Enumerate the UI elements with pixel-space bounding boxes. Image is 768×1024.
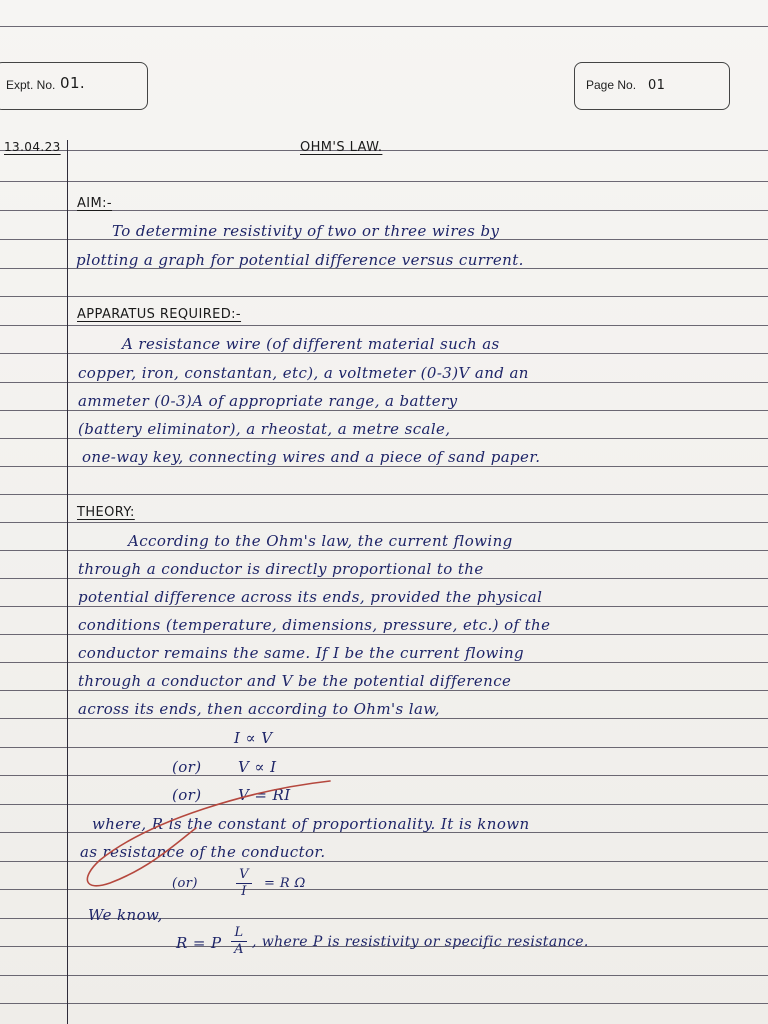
- apparatus-heading: APPARATUS REQUIRED:-: [77, 307, 242, 322]
- theory-heading: THEORY:: [77, 505, 135, 520]
- equation-v-prop-i: V ∝ I: [238, 758, 277, 776]
- fraction-denominator: A: [234, 942, 244, 957]
- date: 13.04.23: [4, 140, 61, 154]
- aim-line: To determine resistivity of two or three wires by: [112, 222, 500, 240]
- theory-where-line: where, R is the constant of proportionality. It is known: [92, 815, 530, 833]
- page-no-label: Page No.: [586, 78, 637, 92]
- equation-i-prop-v: I ∝ V: [234, 729, 273, 747]
- theory-line: potential difference across its ends, provided the physical: [78, 588, 543, 606]
- equation-rhs: = R Ω: [264, 876, 306, 891]
- expt-no-value: 01.: [60, 74, 86, 92]
- equation-resistivity-lhs: R = P: [176, 934, 222, 952]
- apparatus-line: one-way key, connecting wires and a piece of sand paper.: [82, 448, 541, 466]
- fraction-numerator: V: [239, 867, 249, 882]
- theory-line: across its ends, then according to Ohm's law,: [78, 700, 440, 718]
- we-know-line: We know,: [88, 906, 163, 924]
- apparatus-line: A resistance wire (of different material such as: [122, 335, 500, 353]
- apparatus-line: (battery eliminator), a rheostat, a metre scale,: [78, 420, 451, 438]
- theory-where-line: as resistance of the conductor.: [80, 843, 326, 861]
- equation-v-equals-ri: V = RI: [238, 786, 291, 804]
- theory-line: According to the Ohm's law, the current flowing: [128, 532, 513, 550]
- page-no-value: 01: [648, 78, 666, 93]
- aim-line: plotting a graph for potential difference versus current.: [76, 251, 524, 269]
- expt-no-label: Expt. No.: [6, 78, 56, 92]
- equation-prefix: (or): [172, 876, 198, 891]
- apparatus-line: ammeter (0-3)A of appropriate range, a battery: [78, 392, 458, 410]
- theory-line: through a conductor is directly proportional to the: [78, 560, 484, 578]
- apparatus-line: copper, iron, constantan, etc), a voltmeter (0-3)V and an: [78, 364, 529, 382]
- theory-line: through a conductor and V be the potential difference: [78, 672, 512, 690]
- fraction-numerator: L: [234, 925, 244, 940]
- equation-prefix: (or): [172, 758, 202, 776]
- page-title: OHM'S LAW.: [300, 140, 383, 155]
- equation-resistivity-rest: , where P is resistivity or specific resistance.: [252, 934, 589, 950]
- theory-line: conditions (temperature, dimensions, pressure, etc.) of the: [78, 616, 551, 634]
- fraction-denominator: I: [241, 884, 247, 899]
- equation-prefix: (or): [172, 786, 202, 804]
- aim-heading: AIM:-: [77, 196, 113, 211]
- theory-line: conductor remains the same. If I be the current flowing: [78, 644, 525, 662]
